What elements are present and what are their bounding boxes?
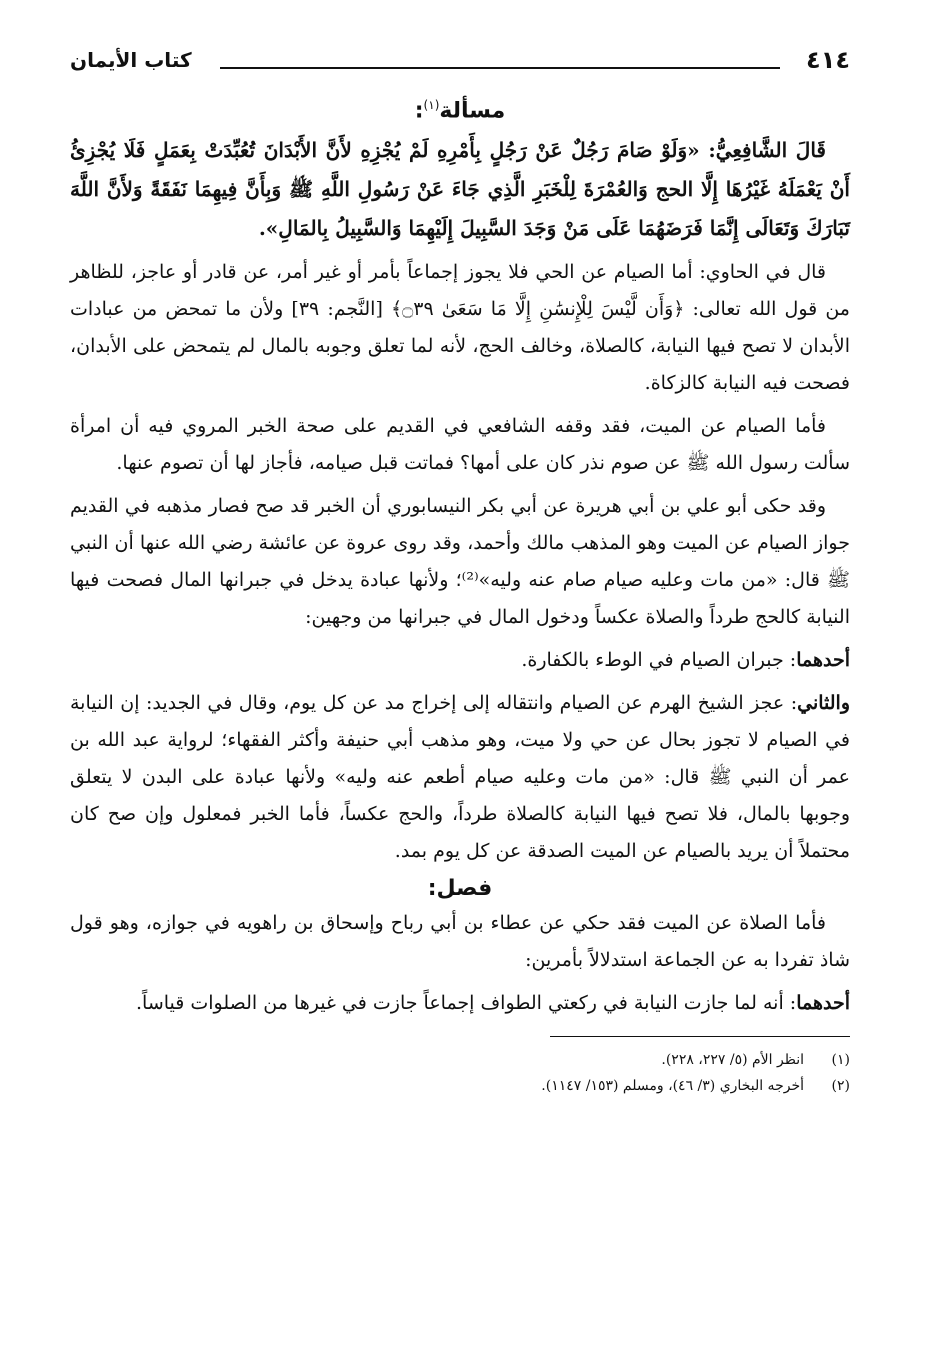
paragraph-dead-fasting: فأما الصيام عن الميت، فقد وقفه الشافعي في القديم على صحة الخبر المروي فيه أن امرأة سألت رسول الله ﷺ عن صوم نذر كان على أمها؟ فماتت قبل صيامه، فأجاز لها أن تصوم عنها. xyxy=(70,415,850,475)
page-header xyxy=(70,40,850,80)
section-heading: فصل: xyxy=(427,876,493,902)
paragraph-prayer: فأما الصلاة عن الميت فقد حكي عن عطاء بن أبي رباح وإسحاق بن راهويه في جوازه، وهو قول شاذ تفردا به عن الجماعة استدلالاً بأمرين: xyxy=(70,912,850,972)
shafii-quote: قَالَ الشَّافِعِيُّ: «وَلَوْ صَامَ رَجُلٌ عَنْ رَجُلٍ بِأَمْرِهِ لَمْ يُجْزِهِ لأَنَّ الأَبْدَانَ تُعُبِّدَتْ بِعَمَلٍ فَلَا يُجْزِئُ أَنْ يَعْمَلَهُ غَيْرُهَا إِلَّا الحج وَالعُمْرَةَ لِلْخَبَرِ الَّذِي جَاءَ عَنْ رَسُولِ اللَّهِ ﷺ وَبِأَنَّ فِيهِمَا نَفَقَةً وَلأَنَّ اللَّهَ تَبَارَكَ وَتَعَالَى إِنَّمَا فَرَضَهُمَا عَلَى مَنْ وَجَدَ السَّبِيلَ إِلَيْهِمَا وَالسَّبِيلُ بِالمَالِ». xyxy=(70,138,850,241)
footnote-1-number: (١) xyxy=(831,1052,850,1069)
header-rule xyxy=(220,67,780,69)
footnote-1 xyxy=(70,1047,850,1073)
point-prayer-first xyxy=(70,985,850,1022)
footnote-2 xyxy=(70,1073,850,1099)
footnote-1-text: انظر الأم (٥/ ٢٢٧، ٢٢٨). xyxy=(661,1052,804,1069)
point-second xyxy=(70,685,850,870)
point-first xyxy=(70,642,850,679)
footnote-rule xyxy=(550,1036,850,1037)
point-second-label: والثاني xyxy=(797,692,850,715)
book-page xyxy=(70,40,850,1340)
point-first-text: : جبران الصيام في الوطء بالكفارة. xyxy=(521,649,797,672)
running-title: كتاب الأيمان xyxy=(70,48,204,72)
footnote-ref-1: (١) xyxy=(423,98,440,112)
point-prayer-first-label: أحدهما xyxy=(796,992,850,1015)
page-number: ٤١٤ xyxy=(794,46,850,74)
paragraph-hawi: قال في الحاوي: أما الصيام عن الحي فلا يجوز إجماعاً بأمر أو غير أمر، عن قادر أو عاجز، للظاهر من قول الله تعالى: ﴿وَأَن لَّيْسَ لِلْإِنسَٰنِ إِلَّا مَا سَعَىٰ ۝٣٩﴾ [النَّجم: ٣٩] ولأن ما تمحض من عبادات الأبدان لا تصح فيها النيابة، كالصلاة، وخالف الحج، لأنه لما تعلق وجوبه بالمال لم يتمحض على الأبدان، فصحت فيه النيابة كالزكاة. xyxy=(70,261,850,395)
issue-heading xyxy=(70,98,850,123)
paragraph-abu-ali: وقد حكى أبو علي بن أبي هريرة عن أبي بكر النيسابوري أن الخبر قد صح فصار مذهبه في القديم جواز الصيام عن الميت وهو المذهب مالك وأحمد، وقد روى عروة عن عائشة رضي الله عنها أن النبي ﷺ قال: «من مات وعليه صيام صام عنه وليه»⁽²⁾؛ ولأنها عبادة يدخل في جبرانها المال فصحت فيها النيابة كالحج طرداً والصلاة عكساً ودخول المال في جبرانها من وجهين: xyxy=(70,495,850,629)
footnote-2-number: (٢) xyxy=(831,1078,850,1095)
point-second-text: : عجز الشيخ الهرم عن الصيام وانتقاله إلى إخراج مد عن كل يوم، وقال في الجديد: إن النيابة في الصيام لا تجوز بحال عن حي ولا ميت، وهو مذهب أبي حنيفة وأكثر الفقهاء؛ لرواية عبد الله بن عمر أن النبي ﷺ قال: «من مات وعليه صيام أطعم عنه وليه» ولأنها عبادة على البدن لا يتعلق وجوبها بالمال، فلا تصح فيها النيابة كالصلاة طرداً، والحج عكساً، فأما الخبر فمعلول وإن صح كان محتملاً أن يريد بالصيام عن الميت الصدقة عن كل يوم بمد. xyxy=(70,692,850,863)
footnote-2-text: أخرجه البخاري (٣/ ٤٦)، ومسلم (١٥٣/ ١١٤٧). xyxy=(541,1078,804,1095)
issue-title: مسألة xyxy=(439,98,506,124)
point-prayer-first-text: : أنه لما جازت النيابة في ركعتي الطواف إجماعاً جازت في غيرها من الصلوات قياساً. xyxy=(136,992,797,1015)
point-first-label: أحدهما xyxy=(796,649,850,672)
issue-title-colon: : xyxy=(414,98,424,124)
